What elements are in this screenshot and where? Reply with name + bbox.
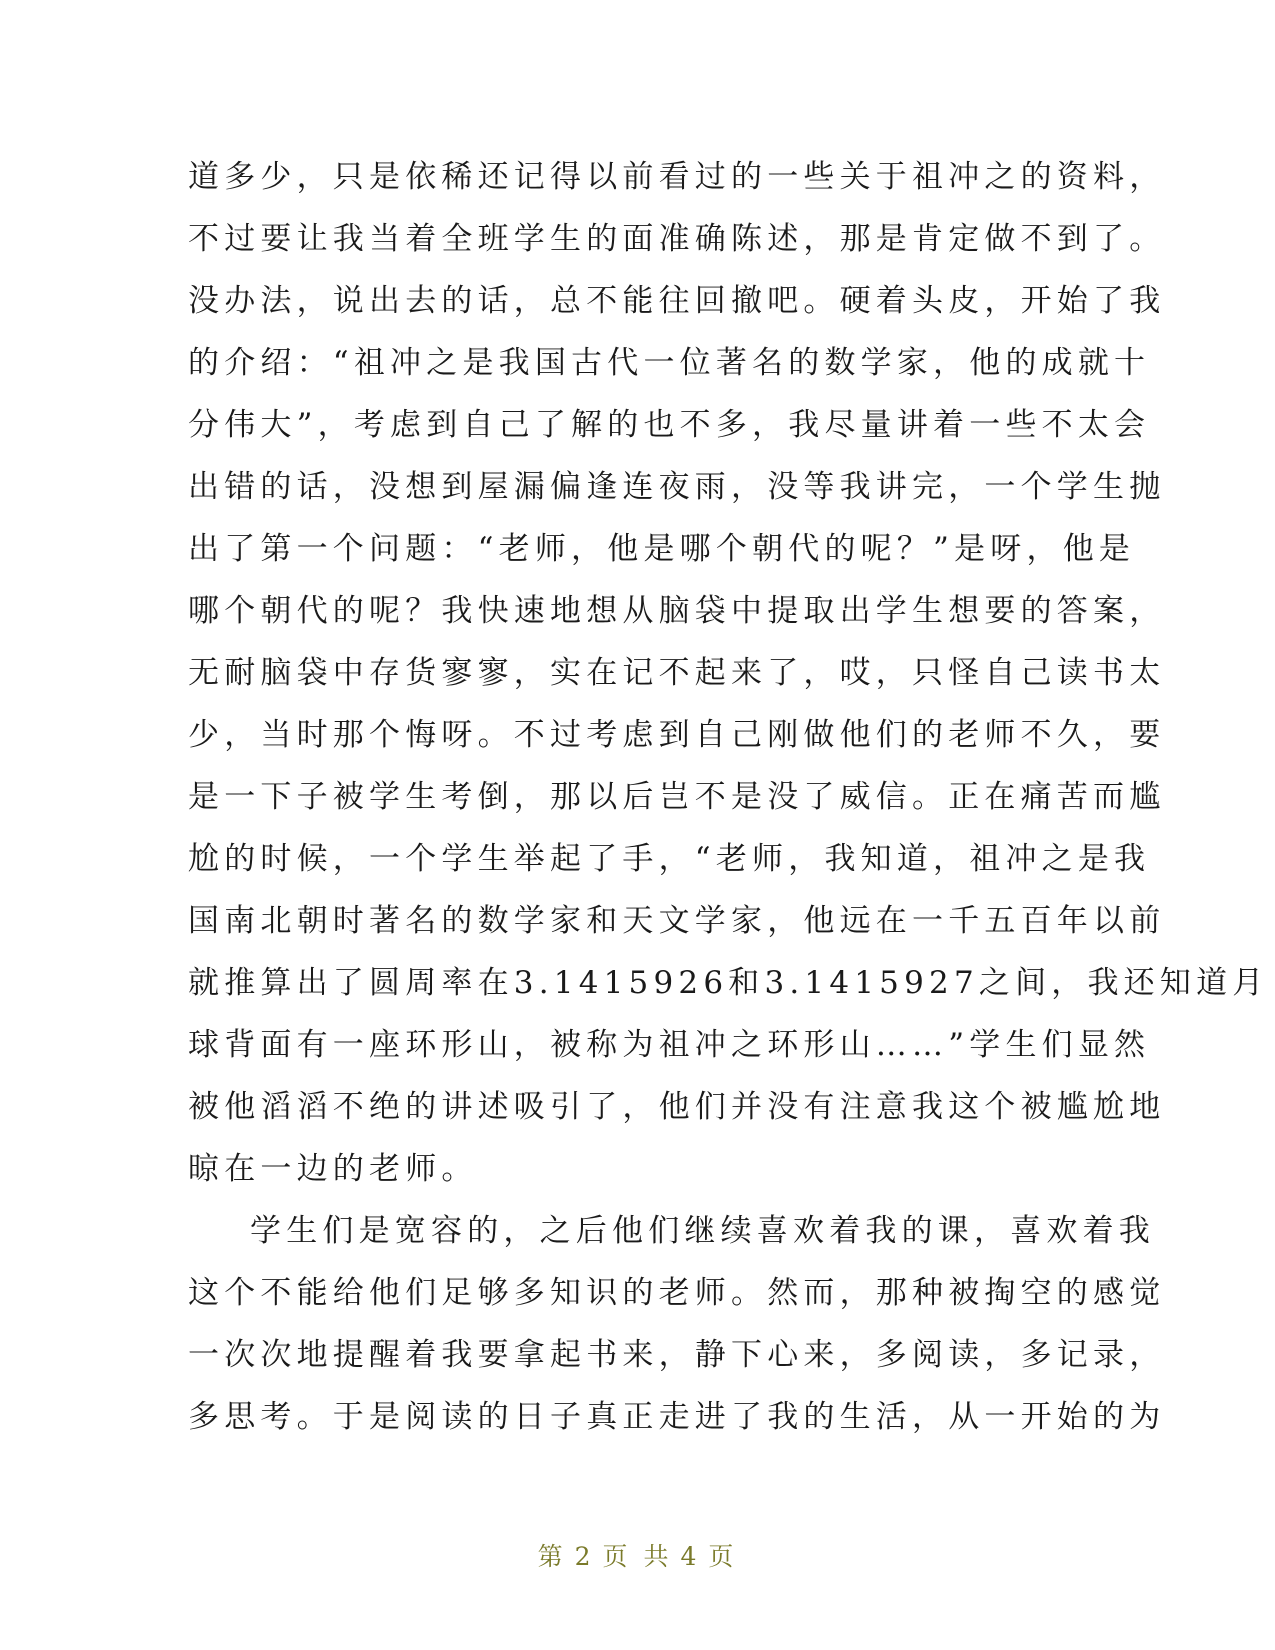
- paragraph-1: [188, 146, 1269, 1200]
- text-line: 出错的话，没想到屋漏偏逢连夜雨，没等我讲完，一个学生抛: [188, 469, 1166, 505]
- text-line: 无耐脑袋中存货寥寥，实在记不起来了，哎，只怪自己读书太: [188, 655, 1166, 691]
- text-line: 晾在一边的老师。: [188, 1151, 478, 1187]
- text-line: 出了第一个问题：“老师，他是哪个朝代的呢？”是呀，他是: [188, 531, 1136, 567]
- text-line: 没办法，说出去的话，总不能往回撤吧。硬着头皮，开始了我: [188, 283, 1166, 319]
- page-footer: [0, 1537, 1275, 1573]
- text-line: 不过要让我当着全班学生的面准确陈述，那是肯定做不到了。: [188, 221, 1166, 257]
- footer-page-number: 2: [574, 1542, 595, 1571]
- body-text: [188, 146, 1269, 1448]
- text-line: 哪个朝代的呢？我快速地想从脑袋中提取出学生想要的答案，: [188, 593, 1166, 629]
- text-line: 的介绍：“祖冲之是我国古代一位著名的数学家，他的成就十: [188, 345, 1151, 381]
- text-line: 尬的时候，一个学生举起了手，“老师，我知道，祖冲之是我: [188, 841, 1151, 877]
- footer-suffix: 页: [708, 1542, 738, 1571]
- footer-middle: 页 共: [602, 1542, 673, 1571]
- text-line: 就推算出了圆周率在3.1415926和3.1415927之间，我还知道月: [188, 965, 1269, 1001]
- text-line: 少，当时那个悔呀。不过考虑到自己刚做他们的老师不久，要: [188, 717, 1166, 753]
- text-line: 国南北朝时著名的数学家和天文学家，他远在一千五百年以前: [188, 903, 1166, 939]
- footer-total-pages: 4: [680, 1542, 701, 1571]
- text-line: 一次次地提醒着我要拿起书来，静下心来，多阅读，多记录，: [188, 1337, 1166, 1373]
- text-line: 这个不能给他们足够多知识的老师。然而，那种被掏空的感觉: [188, 1275, 1166, 1311]
- text-line: 道多少，只是依稀还记得以前看过的一些关于祖冲之的资料，: [188, 159, 1166, 195]
- text-line: 学生们是宽容的，之后他们继续喜欢着我的课，喜欢着我: [250, 1213, 1155, 1249]
- text-line: 多思考。于是阅读的日子真正走进了我的生活，从一开始的为: [188, 1399, 1166, 1435]
- footer-prefix: 第: [537, 1542, 567, 1571]
- text-line: 球背面有一座环形山，被称为祖冲之环形山……”学生们显然: [188, 1027, 1151, 1063]
- text-line: 被他滔滔不绝的讲述吸引了，他们并没有注意我这个被尴尬地: [188, 1089, 1166, 1125]
- paragraph-2: [188, 1200, 1166, 1448]
- text-line: 分伟大”，考虑到自己了解的也不多，我尽量讲着一些不太会: [188, 407, 1151, 443]
- text-line: 是一下子被学生考倒，那以后岂不是没了威信。正在痛苦而尴: [188, 779, 1166, 815]
